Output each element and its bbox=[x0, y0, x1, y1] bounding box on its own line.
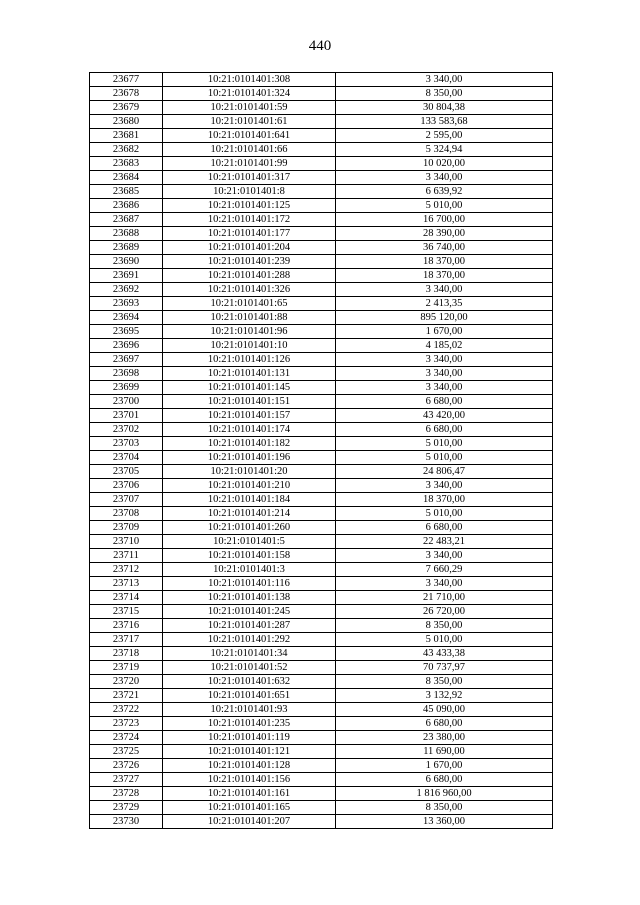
table-row bbox=[90, 115, 553, 129]
table-row bbox=[90, 745, 553, 759]
amount-cell: 8 350,00 bbox=[336, 87, 553, 101]
table-row bbox=[90, 129, 553, 143]
table-row bbox=[90, 87, 553, 101]
row-number-cell: 23683 bbox=[90, 157, 163, 171]
cadastral-number-cell: 10:21:0101401:161 bbox=[163, 787, 336, 801]
row-number-cell: 23700 bbox=[90, 395, 163, 409]
table-row bbox=[90, 395, 553, 409]
row-number-cell: 23708 bbox=[90, 507, 163, 521]
table-row bbox=[90, 717, 553, 731]
table-row bbox=[90, 563, 553, 577]
amount-cell: 5 010,00 bbox=[336, 199, 553, 213]
table-row bbox=[90, 451, 553, 465]
amount-cell: 1 670,00 bbox=[336, 325, 553, 339]
cadastral-number-cell: 10:21:0101401:177 bbox=[163, 227, 336, 241]
amount-cell: 3 340,00 bbox=[336, 381, 553, 395]
table-row bbox=[90, 605, 553, 619]
row-number-cell: 23714 bbox=[90, 591, 163, 605]
row-number-cell: 23690 bbox=[90, 255, 163, 269]
row-number-cell: 23695 bbox=[90, 325, 163, 339]
amount-cell: 7 660,29 bbox=[336, 563, 553, 577]
amount-cell: 5 010,00 bbox=[336, 451, 553, 465]
row-number-cell: 23709 bbox=[90, 521, 163, 535]
amount-cell: 8 350,00 bbox=[336, 619, 553, 633]
cadastral-number-cell: 10:21:0101401:174 bbox=[163, 423, 336, 437]
table-row bbox=[90, 367, 553, 381]
row-number-cell: 23703 bbox=[90, 437, 163, 451]
table-row bbox=[90, 241, 553, 255]
row-number-cell: 23692 bbox=[90, 283, 163, 297]
row-number-cell: 23723 bbox=[90, 717, 163, 731]
row-number-cell: 23719 bbox=[90, 661, 163, 675]
row-number-cell: 23696 bbox=[90, 339, 163, 353]
amount-cell: 30 804,38 bbox=[336, 101, 553, 115]
cadastral-number-cell: 10:21:0101401:288 bbox=[163, 269, 336, 283]
cadastral-number-cell: 10:21:0101401:651 bbox=[163, 689, 336, 703]
amount-cell: 3 340,00 bbox=[336, 549, 553, 563]
table-row bbox=[90, 73, 553, 87]
table-row bbox=[90, 591, 553, 605]
table-row bbox=[90, 773, 553, 787]
amount-cell: 26 720,00 bbox=[336, 605, 553, 619]
cadastral-number-cell: 10:21:0101401:326 bbox=[163, 283, 336, 297]
amount-cell: 5 010,00 bbox=[336, 633, 553, 647]
table-row bbox=[90, 647, 553, 661]
cadastral-number-cell: 10:21:0101401:65 bbox=[163, 297, 336, 311]
table-row bbox=[90, 311, 553, 325]
amount-cell: 22 483,21 bbox=[336, 535, 553, 549]
cadastral-number-cell: 10:21:0101401:308 bbox=[163, 73, 336, 87]
amount-cell: 5 010,00 bbox=[336, 437, 553, 451]
row-number-cell: 23706 bbox=[90, 479, 163, 493]
row-number-cell: 23691 bbox=[90, 269, 163, 283]
row-number-cell: 23701 bbox=[90, 409, 163, 423]
cadastral-number-cell: 10:21:0101401:632 bbox=[163, 675, 336, 689]
amount-cell: 16 700,00 bbox=[336, 213, 553, 227]
amount-cell: 1 670,00 bbox=[336, 759, 553, 773]
table-row bbox=[90, 507, 553, 521]
cadastral-number-cell: 10:21:0101401:59 bbox=[163, 101, 336, 115]
cadastral-number-cell: 10:21:0101401:165 bbox=[163, 801, 336, 815]
row-number-cell: 23728 bbox=[90, 787, 163, 801]
amount-cell: 3 340,00 bbox=[336, 577, 553, 591]
cadastral-number-cell: 10:21:0101401:96 bbox=[163, 325, 336, 339]
table-row bbox=[90, 661, 553, 675]
cadastral-number-cell: 10:21:0101401:292 bbox=[163, 633, 336, 647]
row-number-cell: 23720 bbox=[90, 675, 163, 689]
row-number-cell: 23713 bbox=[90, 577, 163, 591]
table-row bbox=[90, 199, 553, 213]
cadastral-number-cell: 10:21:0101401:88 bbox=[163, 311, 336, 325]
row-number-cell: 23697 bbox=[90, 353, 163, 367]
cadastral-number-cell: 10:21:0101401:317 bbox=[163, 171, 336, 185]
row-number-cell: 23677 bbox=[90, 73, 163, 87]
table-row bbox=[90, 549, 553, 563]
row-number-cell: 23682 bbox=[90, 143, 163, 157]
registry-table bbox=[89, 72, 553, 829]
table-row bbox=[90, 297, 553, 311]
amount-cell: 6 680,00 bbox=[336, 773, 553, 787]
amount-cell: 1 816 960,00 bbox=[336, 787, 553, 801]
amount-cell: 3 340,00 bbox=[336, 353, 553, 367]
cadastral-number-cell: 10:21:0101401:10 bbox=[163, 339, 336, 353]
amount-cell: 5 010,00 bbox=[336, 507, 553, 521]
table-row bbox=[90, 255, 553, 269]
cadastral-number-cell: 10:21:0101401:324 bbox=[163, 87, 336, 101]
row-number-cell: 23679 bbox=[90, 101, 163, 115]
cadastral-number-cell: 10:21:0101401:93 bbox=[163, 703, 336, 717]
table-row bbox=[90, 101, 553, 115]
row-number-cell: 23730 bbox=[90, 815, 163, 829]
amount-cell: 4 185,02 bbox=[336, 339, 553, 353]
cadastral-number-cell: 10:21:0101401:20 bbox=[163, 465, 336, 479]
cadastral-number-cell: 10:21:0101401:125 bbox=[163, 199, 336, 213]
cadastral-number-cell: 10:21:0101401:99 bbox=[163, 157, 336, 171]
cadastral-number-cell: 10:21:0101401:131 bbox=[163, 367, 336, 381]
row-number-cell: 23689 bbox=[90, 241, 163, 255]
table-row bbox=[90, 577, 553, 591]
cadastral-number-cell: 10:21:0101401:207 bbox=[163, 815, 336, 829]
table-row bbox=[90, 493, 553, 507]
row-number-cell: 23688 bbox=[90, 227, 163, 241]
row-number-cell: 23717 bbox=[90, 633, 163, 647]
amount-cell: 3 340,00 bbox=[336, 479, 553, 493]
amount-cell: 24 806,47 bbox=[336, 465, 553, 479]
table-row bbox=[90, 437, 553, 451]
row-number-cell: 23704 bbox=[90, 451, 163, 465]
cadastral-number-cell: 10:21:0101401:260 bbox=[163, 521, 336, 535]
table-row bbox=[90, 731, 553, 745]
amount-cell: 28 390,00 bbox=[336, 227, 553, 241]
table-row bbox=[90, 157, 553, 171]
table-row bbox=[90, 619, 553, 633]
row-number-cell: 23712 bbox=[90, 563, 163, 577]
cadastral-number-cell: 10:21:0101401:287 bbox=[163, 619, 336, 633]
amount-cell: 21 710,00 bbox=[336, 591, 553, 605]
row-number-cell: 23726 bbox=[90, 759, 163, 773]
amount-cell: 3 340,00 bbox=[336, 367, 553, 381]
table-row bbox=[90, 633, 553, 647]
amount-cell: 3 340,00 bbox=[336, 283, 553, 297]
amount-cell: 8 350,00 bbox=[336, 675, 553, 689]
table-row bbox=[90, 787, 553, 801]
cadastral-number-cell: 10:21:0101401:128 bbox=[163, 759, 336, 773]
row-number-cell: 23685 bbox=[90, 185, 163, 199]
cadastral-number-cell: 10:21:0101401:52 bbox=[163, 661, 336, 675]
table-row bbox=[90, 521, 553, 535]
cadastral-number-cell: 10:21:0101401:138 bbox=[163, 591, 336, 605]
row-number-cell: 23729 bbox=[90, 801, 163, 815]
table-row bbox=[90, 759, 553, 773]
cadastral-number-cell: 10:21:0101401:157 bbox=[163, 409, 336, 423]
cadastral-number-cell: 10:21:0101401:641 bbox=[163, 129, 336, 143]
table-row bbox=[90, 703, 553, 717]
cadastral-number-cell: 10:21:0101401:34 bbox=[163, 647, 336, 661]
amount-cell: 5 324,94 bbox=[336, 143, 553, 157]
amount-cell: 895 120,00 bbox=[336, 311, 553, 325]
row-number-cell: 23699 bbox=[90, 381, 163, 395]
amount-cell: 13 360,00 bbox=[336, 815, 553, 829]
table-row bbox=[90, 815, 553, 829]
amount-cell: 6 680,00 bbox=[336, 717, 553, 731]
cadastral-number-cell: 10:21:0101401:119 bbox=[163, 731, 336, 745]
cadastral-number-cell: 10:21:0101401:239 bbox=[163, 255, 336, 269]
row-number-cell: 23707 bbox=[90, 493, 163, 507]
amount-cell: 43 433,38 bbox=[336, 647, 553, 661]
amount-cell: 45 090,00 bbox=[336, 703, 553, 717]
amount-cell: 36 740,00 bbox=[336, 241, 553, 255]
cadastral-number-cell: 10:21:0101401:116 bbox=[163, 577, 336, 591]
table-row bbox=[90, 213, 553, 227]
table-row bbox=[90, 353, 553, 367]
amount-cell: 10 020,00 bbox=[336, 157, 553, 171]
table-row bbox=[90, 535, 553, 549]
amount-cell: 18 370,00 bbox=[336, 493, 553, 507]
cadastral-number-cell: 10:21:0101401:158 bbox=[163, 549, 336, 563]
table-row bbox=[90, 689, 553, 703]
cadastral-number-cell: 10:21:0101401:126 bbox=[163, 353, 336, 367]
table-row bbox=[90, 409, 553, 423]
row-number-cell: 23686 bbox=[90, 199, 163, 213]
row-number-cell: 23678 bbox=[90, 87, 163, 101]
amount-cell: 6 680,00 bbox=[336, 395, 553, 409]
row-number-cell: 23721 bbox=[90, 689, 163, 703]
table-row bbox=[90, 227, 553, 241]
row-number-cell: 23694 bbox=[90, 311, 163, 325]
cadastral-number-cell: 10:21:0101401:204 bbox=[163, 241, 336, 255]
row-number-cell: 23680 bbox=[90, 115, 163, 129]
cadastral-number-cell: 10:21:0101401:196 bbox=[163, 451, 336, 465]
row-number-cell: 23687 bbox=[90, 213, 163, 227]
cadastral-number-cell: 10:21:0101401:245 bbox=[163, 605, 336, 619]
cadastral-number-cell: 10:21:0101401:184 bbox=[163, 493, 336, 507]
row-number-cell: 23727 bbox=[90, 773, 163, 787]
table-row bbox=[90, 801, 553, 815]
amount-cell: 3 132,92 bbox=[336, 689, 553, 703]
amount-cell: 133 583,68 bbox=[336, 115, 553, 129]
table-row bbox=[90, 479, 553, 493]
row-number-cell: 23722 bbox=[90, 703, 163, 717]
table-row bbox=[90, 381, 553, 395]
cadastral-number-cell: 10:21:0101401:235 bbox=[163, 717, 336, 731]
row-number-cell: 23715 bbox=[90, 605, 163, 619]
row-number-cell: 23716 bbox=[90, 619, 163, 633]
cadastral-number-cell: 10:21:0101401:5 bbox=[163, 535, 336, 549]
cadastral-number-cell: 10:21:0101401:214 bbox=[163, 507, 336, 521]
cadastral-number-cell: 10:21:0101401:61 bbox=[163, 115, 336, 129]
cadastral-number-cell: 10:21:0101401:8 bbox=[163, 185, 336, 199]
amount-cell: 70 737,97 bbox=[336, 661, 553, 675]
cadastral-number-cell: 10:21:0101401:3 bbox=[163, 563, 336, 577]
row-number-cell: 23725 bbox=[90, 745, 163, 759]
table-row bbox=[90, 283, 553, 297]
row-number-cell: 23710 bbox=[90, 535, 163, 549]
cadastral-number-cell: 10:21:0101401:172 bbox=[163, 213, 336, 227]
amount-cell: 6 680,00 bbox=[336, 423, 553, 437]
table-row bbox=[90, 171, 553, 185]
row-number-cell: 23711 bbox=[90, 549, 163, 563]
row-number-cell: 23693 bbox=[90, 297, 163, 311]
row-number-cell: 23684 bbox=[90, 171, 163, 185]
table-row bbox=[90, 339, 553, 353]
amount-cell: 43 420,00 bbox=[336, 409, 553, 423]
amount-cell: 11 690,00 bbox=[336, 745, 553, 759]
amount-cell: 3 340,00 bbox=[336, 73, 553, 87]
table-row bbox=[90, 269, 553, 283]
page-number: 440 bbox=[308, 38, 332, 54]
amount-cell: 18 370,00 bbox=[336, 255, 553, 269]
amount-cell: 2 595,00 bbox=[336, 129, 553, 143]
table-row bbox=[90, 325, 553, 339]
cadastral-number-cell: 10:21:0101401:145 bbox=[163, 381, 336, 395]
cadastral-number-cell: 10:21:0101401:66 bbox=[163, 143, 336, 157]
amount-cell: 2 413,35 bbox=[336, 297, 553, 311]
cadastral-number-cell: 10:21:0101401:151 bbox=[163, 395, 336, 409]
cadastral-number-cell: 10:21:0101401:156 bbox=[163, 773, 336, 787]
table-row bbox=[90, 423, 553, 437]
amount-cell: 6 680,00 bbox=[336, 521, 553, 535]
amount-cell: 18 370,00 bbox=[336, 269, 553, 283]
cadastral-number-cell: 10:21:0101401:121 bbox=[163, 745, 336, 759]
table-row bbox=[90, 143, 553, 157]
row-number-cell: 23718 bbox=[90, 647, 163, 661]
cadastral-number-cell: 10:21:0101401:182 bbox=[163, 437, 336, 451]
amount-cell: 6 639,92 bbox=[336, 185, 553, 199]
cadastral-number-cell: 10:21:0101401:210 bbox=[163, 479, 336, 493]
row-number-cell: 23702 bbox=[90, 423, 163, 437]
row-number-cell: 23698 bbox=[90, 367, 163, 381]
amount-cell: 3 340,00 bbox=[336, 171, 553, 185]
registry-table-body bbox=[90, 73, 553, 829]
table-row bbox=[90, 675, 553, 689]
row-number-cell: 23705 bbox=[90, 465, 163, 479]
row-number-cell: 23724 bbox=[90, 731, 163, 745]
row-number-cell: 23681 bbox=[90, 129, 163, 143]
table-row bbox=[90, 185, 553, 199]
amount-cell: 8 350,00 bbox=[336, 801, 553, 815]
amount-cell: 23 380,00 bbox=[336, 731, 553, 745]
table-row bbox=[90, 465, 553, 479]
